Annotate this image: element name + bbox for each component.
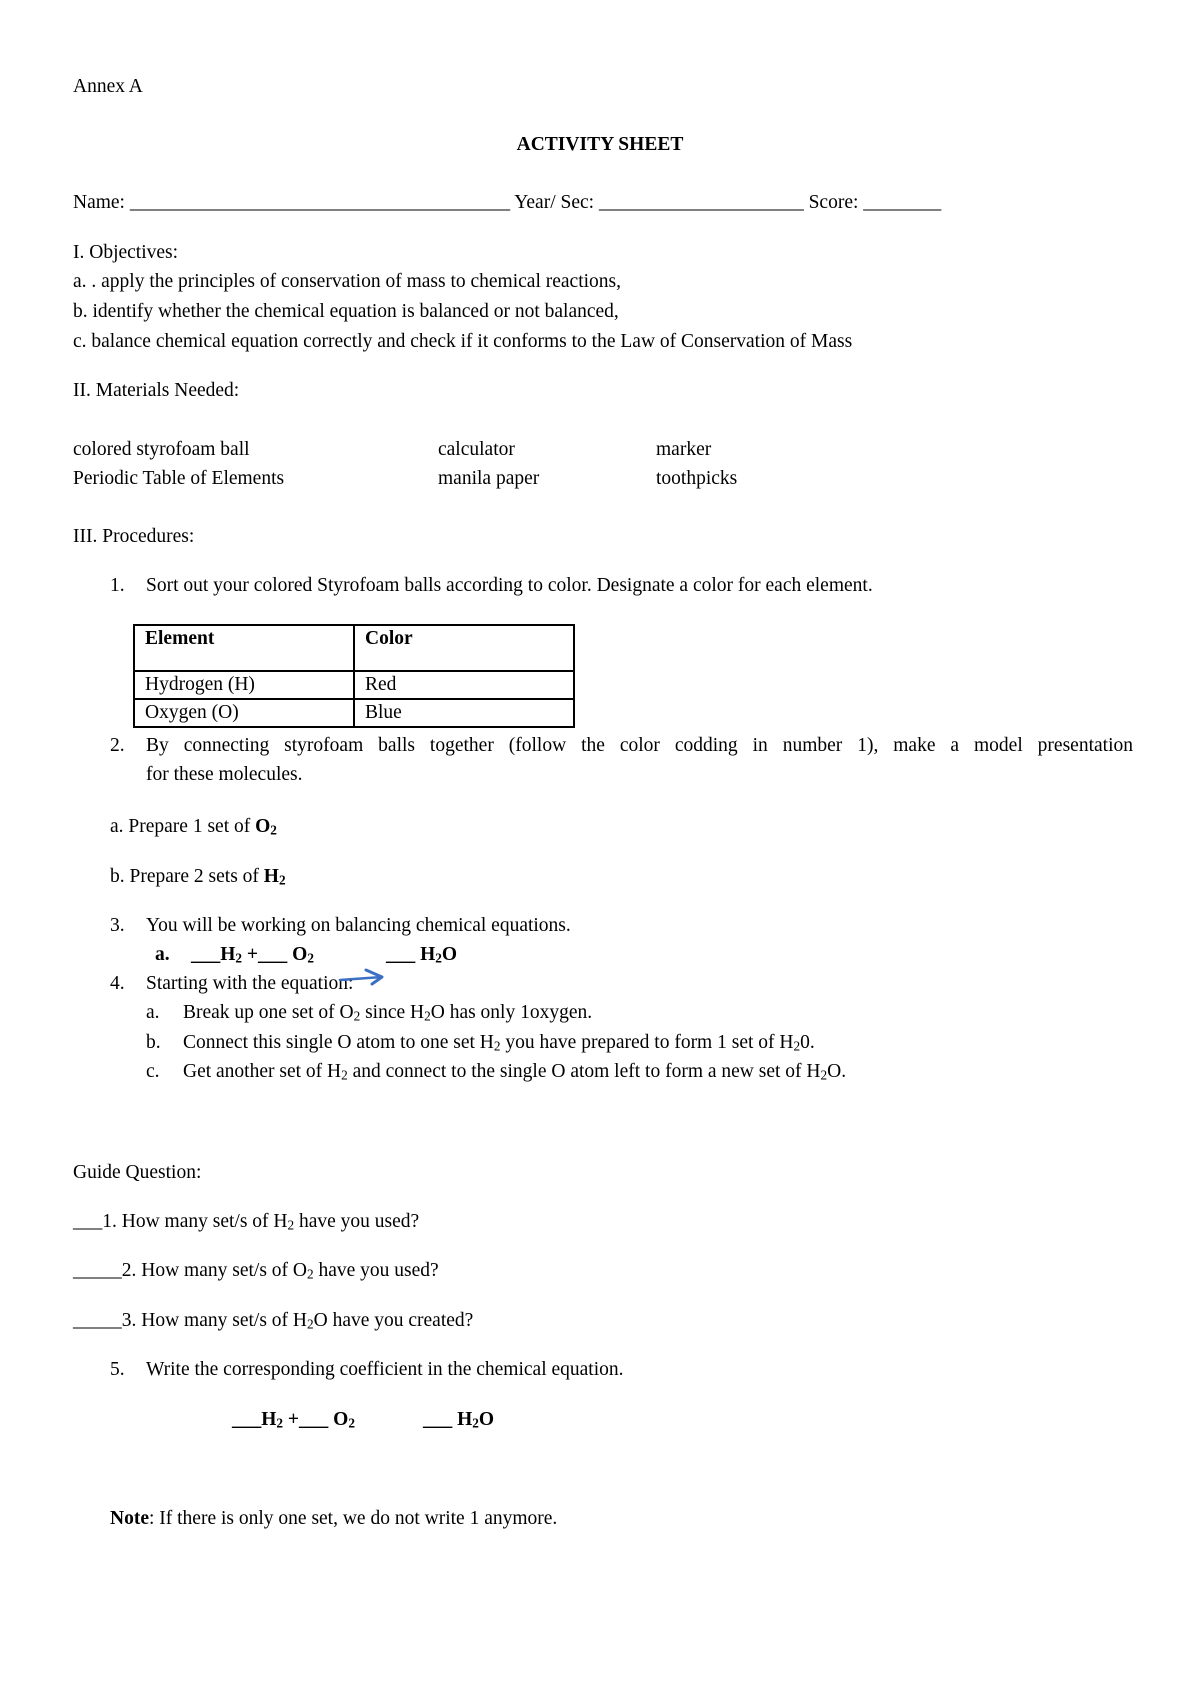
objective-a: a. . apply the principles of conservation of mass to chemical reactions, <box>73 271 621 292</box>
objective-b: b. identify whether the chemical equation is balanced or not balanced, <box>73 301 619 322</box>
step-3-number: 3. <box>110 915 125 936</box>
annex-label: Annex A <box>73 76 143 97</box>
answer-blank[interactable]: _____ <box>73 1260 122 1281</box>
note <box>110 1506 557 1532</box>
objective-c: c. balance chemical equation correctly and check if it conforms to the Law of Conservation of Mass <box>73 331 853 352</box>
equation-a-label: a. <box>155 944 170 965</box>
step-3-text: You will be working on balancing chemical equations. <box>146 915 571 936</box>
element-color-table <box>133 624 575 728</box>
table-row <box>134 671 574 699</box>
step-4-item: Connect this single O atom to one set $H_2$ you have prepared to form 1 set of $H_20$. <box>183 1032 815 1054</box>
step-1-text: Sort out your colored Styrofoam balls according to color. Designate a color for each element. <box>146 575 873 596</box>
step-2-text-cont: for these molecules. <box>146 764 303 785</box>
materials-heading: II. Materials Needed: <box>73 380 240 401</box>
score-label: Score: <box>808 192 859 213</box>
year-sec-blank[interactable]: _____________________ <box>598 192 804 213</box>
equation-5: $\_\_\_H_2$ +___ $O_2$ <box>232 1409 355 1431</box>
table-cell: Red <box>354 671 574 699</box>
table-cell: Hydrogen (H) <box>134 671 354 699</box>
page-title: ACTIVITY SHEET <box>516 134 684 155</box>
note-label: Note <box>110 1508 149 1529</box>
coefficient-blank[interactable]: ___ <box>191 944 221 965</box>
reaction-arrow-icon <box>338 966 390 990</box>
step-2-number: 2. <box>110 735 125 756</box>
coefficient-blank[interactable]: ___ <box>258 944 288 965</box>
material-item: manila paper <box>438 468 540 489</box>
step-1-number: 1. <box>110 575 125 596</box>
name-label: Name: <box>73 192 125 213</box>
table-header-element: Element <box>134 625 354 671</box>
step-4-item-label: a. <box>146 1002 160 1023</box>
table-cell: Oxygen (O) <box>134 699 354 727</box>
header-fields <box>73 190 941 216</box>
step-4-item-label: c. <box>146 1061 160 1082</box>
guide-heading: Guide Question: <box>73 1162 202 1183</box>
prepare-o2: a. Prepare 1 set of $O_2$ <box>110 816 277 838</box>
answer-blank[interactable]: _____ <box>73 1310 122 1331</box>
equation-a-product: ___ $H_2O$ <box>386 944 458 966</box>
guide-question-2: _____2. How many set/s of $O_2$ have you used? <box>73 1260 439 1282</box>
equation-5-product: ___ $H_2O$ <box>423 1409 495 1431</box>
table-cell: Blue <box>354 699 574 727</box>
material-item: Periodic Table of Elements <box>73 468 285 489</box>
guide-question-1: ___1. How many set/s of $H_2$ have you used? <box>73 1211 420 1233</box>
answer-blank[interactable]: ___ <box>73 1211 103 1232</box>
coefficient-blank[interactable]: ___ <box>423 1409 453 1430</box>
coefficient-blank[interactable]: ___ <box>232 1409 262 1430</box>
score-blank[interactable]: ________ <box>863 192 942 213</box>
coefficient-blank[interactable]: ___ <box>386 944 416 965</box>
step-4-item: Get another set of $H_2$ and connect to the single O atom left to form a new set of $H_2O$. <box>183 1061 847 1083</box>
year-sec-label: Year/ Sec: <box>514 192 595 213</box>
material-item: calculator <box>438 439 515 460</box>
material-item: marker <box>656 439 712 460</box>
prepare-h2: b. Prepare 2 sets of $H_2$ <box>110 866 286 888</box>
coefficient-blank[interactable]: ___ <box>299 1409 329 1430</box>
material-item: toothpicks <box>656 468 738 489</box>
procedures-heading: III. Procedures: <box>73 526 195 547</box>
name-blank[interactable]: _______________________________________ <box>129 192 511 213</box>
material-item: colored styrofoam ball <box>73 439 250 460</box>
step-4-number: 4. <box>110 973 125 994</box>
guide-question-3: _____3. How many set/s of $H_2O$ have you created? <box>73 1310 474 1332</box>
note-text: : If there is only one set, we do not write 1 anymore. <box>148 1508 558 1529</box>
step-2-text: By connecting styrofoam balls together (follow the color codding in number 1), make a model presentation <box>146 735 1133 756</box>
step-4-text: Starting with the equation: <box>146 973 354 994</box>
step-5-number: 5. <box>110 1359 125 1380</box>
equation-a: $\_\_\_H_2$ +___ $O_2$ <box>191 944 314 966</box>
step-4-item-label: b. <box>146 1032 161 1053</box>
step-4-item: Break up one set of $O_2$ since $H_2O$ has only 1oxygen. <box>183 1002 593 1024</box>
table-header-color: Color <box>354 625 574 671</box>
objectives-heading: I. Objectives: <box>73 242 179 263</box>
table-row <box>134 699 574 727</box>
step-5-text: Write the corresponding coefficient in the chemical equation. <box>146 1359 624 1380</box>
